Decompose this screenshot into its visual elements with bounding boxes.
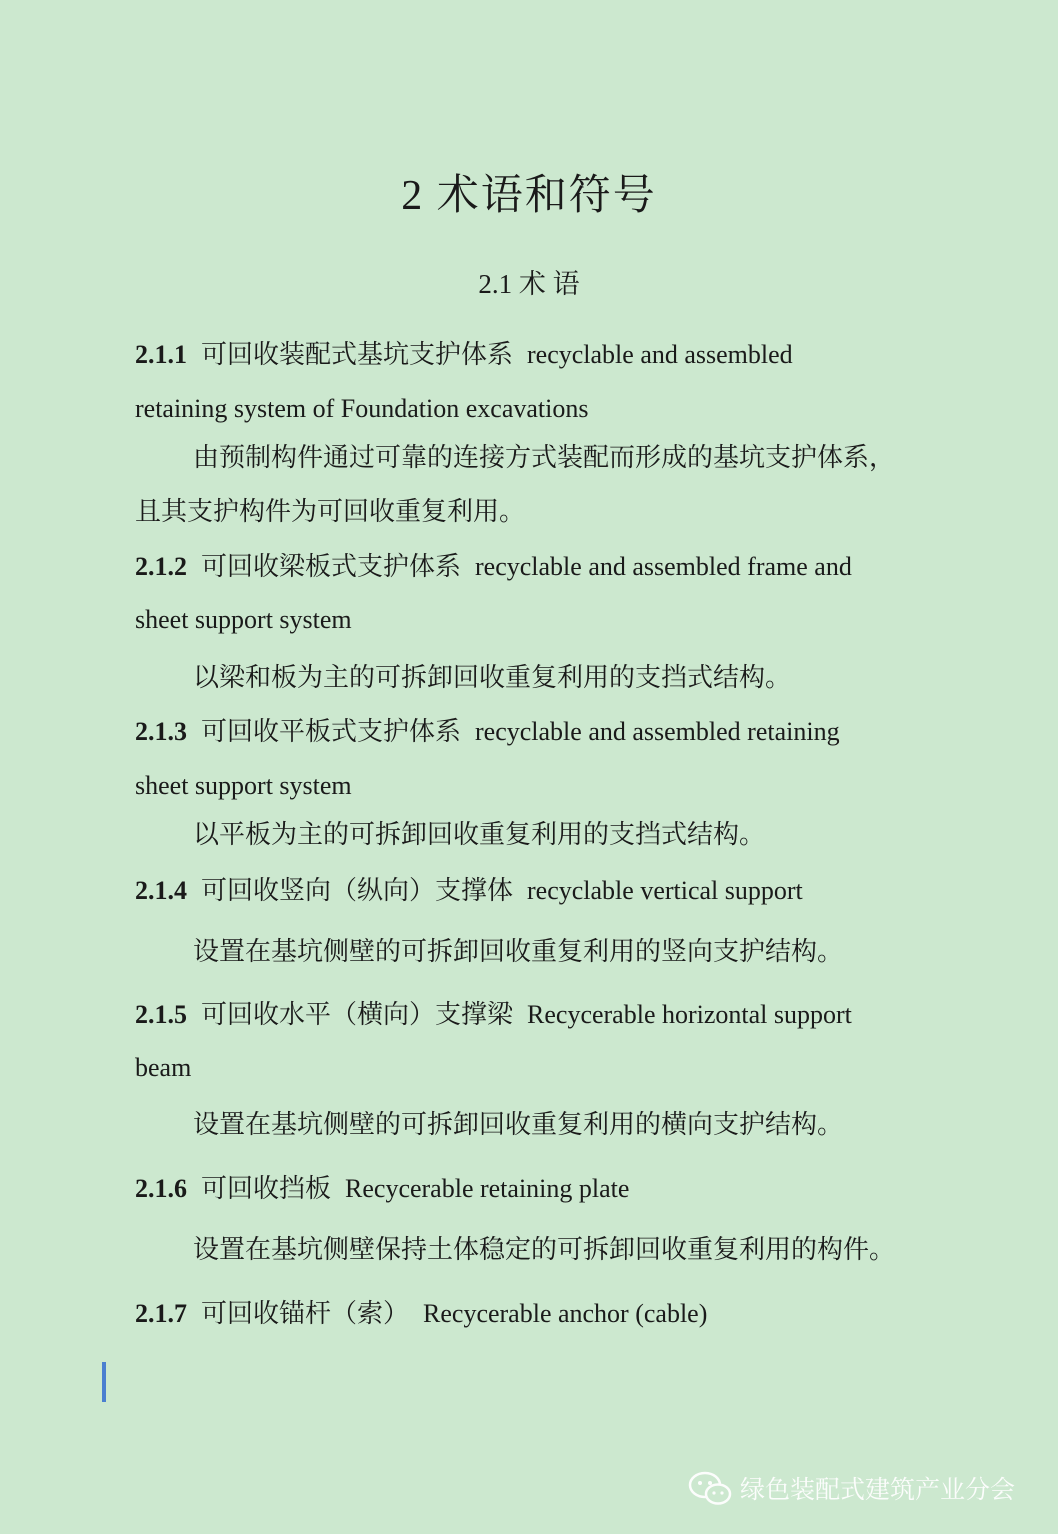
term-definition: 设置在基坑侧壁的可拆卸回收重复利用的竖向支护结构。 [193,937,844,966]
term-definition: 设置在基坑侧壁的可拆卸回收重复利用的横向支护结构。 [193,1110,844,1139]
watermark-text: 绿色装配式建筑产业分会 [740,1475,1016,1504]
wechat-icon [686,1468,734,1508]
term-number: 2.1.4 [135,876,187,905]
chapter-title: 2 术语和符号 [401,173,657,219]
term-number: 2.1.1 [135,340,187,369]
term-heading [135,549,852,585]
term-heading [135,873,803,909]
section-title: 2.1 术 语 [478,269,580,299]
term-heading [135,997,852,1033]
term-english: Recycerable horizontal support [527,1000,852,1029]
term-number: 2.1.6 [135,1174,187,1203]
term-definition: 以平板为主的可拆卸回收重复利用的支挡式结构。 [193,820,766,849]
term-english: recyclable and assembled frame and [475,552,852,581]
term-heading [135,714,840,750]
term-chinese: 可回收装配式基坑支护体系 [201,340,514,369]
term-chinese: 可回收平板式支护体系 [201,717,462,746]
term-chinese: 可回收竖向（纵向）支撑体 [201,876,514,905]
term-number: 2.1.5 [135,1000,187,1029]
term-english: Recycerable retaining plate [345,1174,630,1203]
term-definition: 以梁和板为主的可拆卸回收重复利用的支挡式结构。 [193,663,792,692]
term-heading [135,337,793,373]
watermark [686,1468,1015,1508]
term-number: 2.1.3 [135,717,187,746]
term-definition: 设置在基坑侧壁保持土体稳定的可拆卸回收重复利用的构件。 [193,1235,896,1264]
term-chinese: 可回收锚杆（索） [201,1299,410,1328]
term-english: Recycerable anchor (cable) [423,1299,708,1328]
term-english-continued: sheet support system [135,605,352,634]
term-english: recyclable and assembled [527,340,793,369]
text-cursor [102,1362,106,1402]
term-definition-continued: 且其支护构件为可回收重复利用。 [135,497,526,526]
term-heading [135,1296,707,1332]
term-chinese: 可回收挡板 [201,1174,332,1203]
term-definition: 由预制构件通过可靠的连接方式装配而形成的基坑支护体系， [193,443,896,472]
term-chinese: 可回收梁板式支护体系 [201,552,462,581]
term-number: 2.1.2 [135,552,187,581]
term-english: recyclable and assembled retaining [475,717,840,746]
term-chinese: 可回收水平（横向）支撑梁 [201,1000,514,1029]
term-number: 2.1.7 [135,1299,187,1328]
term-heading [135,1171,629,1207]
term-english: recyclable vertical support [527,876,803,905]
term-english-continued: beam [135,1053,192,1082]
term-english-continued: retaining system of Foundation excavations [135,394,589,423]
term-english-continued: sheet support system [135,771,352,800]
